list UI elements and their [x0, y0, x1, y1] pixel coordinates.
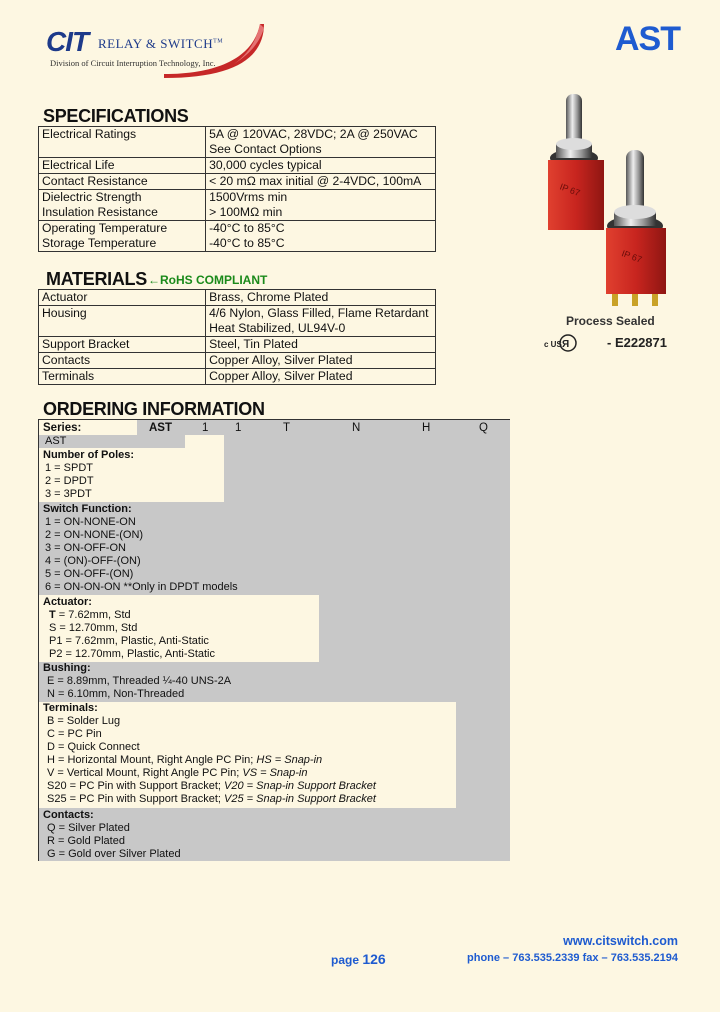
terminal-main: B = Solder Lug: [47, 715, 121, 727]
table-row: [39, 306, 436, 322]
spec-label: Insulation Resistance: [39, 205, 206, 221]
specifications-table: [38, 126, 436, 252]
contact-phone-fax: phone – 763.535.2339 fax – 763.535.2194: [467, 952, 678, 964]
table-row: [39, 321, 436, 337]
material-value: Copper Alloy, Silver Plated: [206, 369, 436, 385]
svg-text:Я: Я: [562, 339, 570, 350]
terminal-main: H = Horizontal Mount, Right Angle PC Pin;: [47, 754, 257, 766]
switch-front-marking: IP 67: [620, 248, 644, 265]
actuator-title: Actuator:: [43, 596, 92, 608]
code-actuator: T: [283, 422, 291, 434]
list-item: 4 = (ON)-OFF-(ON): [45, 555, 141, 567]
code-poles: 1: [202, 422, 209, 434]
material-value: Heat Stabilized, UL94V-0: [206, 321, 436, 337]
material-value: Brass, Chrome Plated: [206, 290, 436, 306]
list-item: [47, 741, 140, 754]
spec-value: 1500Vrms min: [206, 190, 436, 206]
list-item: 2 = ON-NONE-(ON): [45, 529, 144, 541]
table-row: [39, 205, 436, 221]
actuator-code: P2: [49, 648, 63, 660]
switch-back: [548, 94, 604, 230]
actuator-code: P1: [49, 635, 63, 647]
list-item: Q = Silver Plated: [47, 822, 130, 834]
list-item: G = Gold over Silver Plated: [47, 848, 181, 860]
list-item: [49, 622, 137, 635]
spec-value: See Contact Options: [206, 142, 436, 158]
logo-cit-text: CIT: [46, 26, 89, 57]
series-header-label: Series:: [43, 422, 82, 434]
terminal-main: C = PC Pin: [47, 728, 102, 740]
material-label: Actuator: [39, 290, 206, 306]
terminal-main: S25 = PC Pin with Support Bracket;: [47, 793, 225, 805]
actuator-desc: = 7.62mm, Plastic, Anti-Static: [62, 635, 209, 647]
list-item: R = Gold Plated: [47, 835, 125, 847]
page-label: page: [331, 953, 363, 967]
logo-relay-switch-text: [98, 36, 223, 52]
actuator-code: S: [49, 622, 57, 634]
page-number-value: 126: [362, 951, 386, 967]
terminal-main: V = Vertical Mount, Right Angle PC Pin;: [47, 767, 243, 779]
table-row: [39, 290, 436, 306]
material-label: Housing: [39, 306, 206, 322]
list-item: [47, 780, 376, 793]
list-item: [47, 715, 120, 728]
list-item: [47, 767, 307, 780]
terminal-alt: V20 = Snap-in Support Bracket: [224, 780, 376, 792]
spec-label: Electrical Life: [39, 158, 206, 174]
material-label: Terminals: [39, 369, 206, 385]
material-value: Copper Alloy, Silver Plated: [206, 353, 436, 369]
table-row: [39, 353, 436, 369]
table-row: [39, 142, 436, 158]
list-item: [47, 754, 322, 767]
page-number: [331, 951, 386, 967]
terminals-title: Terminals:: [43, 702, 98, 714]
materials-heading: MATERIALS: [46, 269, 147, 289]
spec-value: > 100MΩ min: [206, 205, 436, 221]
list-item: [49, 609, 131, 622]
specifications-heading: SPECIFICATIONS: [43, 106, 189, 126]
list-item: 3 = 3PDT: [45, 488, 92, 500]
ordering-table: [38, 419, 510, 861]
logo-division-text: Division of Circuit Interruption Technology, Inc.: [50, 58, 216, 68]
table-row: [39, 236, 436, 252]
material-value: 4/6 Nylon, Glass Filled, Flame Retardant: [206, 306, 436, 322]
actuator-col-bg: [319, 595, 510, 662]
list-item: N = 6.10mm, Non-Threaded: [47, 688, 185, 700]
materials-table: [38, 289, 436, 385]
ordering-heading: ORDERING INFORMATION: [43, 399, 265, 419]
actuator-desc: = 12.70mm, Plastic, Anti-Static: [62, 648, 216, 660]
function-title: Switch Function:: [43, 503, 132, 515]
spec-value: 5A @ 120VAC, 28VDC; 2A @ 250VAC: [206, 127, 436, 143]
switch-back-marking: IP 67: [558, 181, 582, 199]
spec-value: -40°C to 85°C: [206, 236, 436, 252]
logo-swoosh: [164, 24, 264, 80]
spec-label: [39, 142, 206, 158]
table-row: [39, 369, 436, 385]
spec-value: -40°C to 85°C: [206, 221, 436, 237]
terminal-main: D = Quick Connect: [47, 741, 140, 753]
terminal-alt: HS = Snap-in: [256, 754, 323, 766]
list-item: 5 = ON-OFF-(ON): [45, 568, 134, 580]
table-row: [39, 337, 436, 353]
code-terminals: H: [422, 422, 431, 434]
list-item: [47, 728, 102, 741]
contacts-title: Contacts:: [43, 809, 94, 821]
list-item: E = 8.89mm, Threaded ¼-40 UNS-2A: [47, 675, 232, 687]
spec-label: Dielectric Strength: [39, 190, 206, 206]
code-function: 1: [235, 422, 242, 434]
ul-cert-text: c US: [544, 340, 562, 349]
bushing-title: Bushing:: [43, 662, 91, 674]
logo-relay-text: RELAY & SWITCH: [98, 36, 214, 51]
actuator-desc: = 7.62mm, Std: [55, 609, 131, 621]
terminals-col-bg: [456, 702, 510, 808]
material-label: Contacts: [39, 353, 206, 369]
material-value: Steel, Tin Plated: [206, 337, 436, 353]
spec-value: 30,000 cycles typical: [206, 158, 436, 174]
actuator-desc: = 12.70mm, Std: [56, 622, 138, 634]
material-label: Support Bracket: [39, 337, 206, 353]
table-row: [39, 190, 436, 206]
list-item: 3 = ON-OFF-ON: [45, 542, 126, 554]
table-row: [39, 174, 436, 190]
list-item: 1 = ON-NONE-ON: [45, 516, 136, 528]
table-row: [39, 127, 436, 143]
terminal-alt: VS = Snap-in: [242, 767, 308, 779]
table-row: [39, 221, 436, 237]
series-value: AST: [45, 435, 67, 447]
list-item: 6 = ON-ON-ON **Only in DPDT models: [45, 581, 238, 593]
code-contacts: Q: [479, 422, 488, 434]
spec-label: Contact Resistance: [39, 174, 206, 190]
spec-label: Operating Temperature: [39, 221, 206, 237]
terminal-alt: V25 = Snap-in Support Bracket: [224, 793, 376, 805]
series-title: AST: [615, 20, 680, 58]
code-bushing: N: [352, 422, 361, 434]
process-sealed-label: Process Sealed: [566, 314, 655, 328]
toggle-switch-photo: [528, 88, 698, 310]
poles-title: Number of Poles:: [43, 449, 135, 461]
logo-tm: TM: [213, 38, 224, 45]
table-row: [39, 158, 436, 174]
list-item: 2 = DPDT: [45, 475, 94, 487]
website-link[interactable]: www.citswitch.com: [563, 934, 678, 948]
list-item: [49, 648, 215, 661]
spec-label: Electrical Ratings: [39, 127, 206, 143]
actuator-code: T: [49, 609, 56, 621]
list-item: [47, 793, 376, 806]
terminal-main: S20 = PC Pin with Support Bracket;: [47, 780, 225, 792]
code-series: AST: [149, 422, 172, 434]
rohs-compliant-label: ←RoHS COMPLIANT: [148, 273, 268, 287]
switch-front: [606, 150, 666, 306]
ul-file-number: - E222871: [607, 335, 667, 350]
material-label: [39, 321, 206, 337]
poles-col-bg: [224, 435, 510, 502]
spec-label: Storage Temperature: [39, 236, 206, 252]
list-item: [49, 635, 209, 648]
spec-value: < 20 mΩ max initial @ 2-4VDC, 100mA: [206, 174, 436, 190]
list-item: 1 = SPDT: [45, 462, 93, 474]
header-bar: [137, 420, 510, 435]
